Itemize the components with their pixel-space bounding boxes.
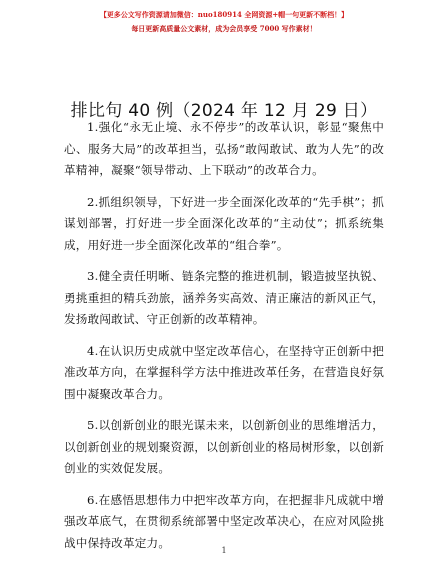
paragraph-3: 3.健全责任明晰、链条完整的推进机制，锻造披坚执锐、勇挑重担的精兵劲旅，涵养务实高效、清正廉洁的新风正气，发扬敢闯敢试、守正创新的改革精神。 bbox=[64, 269, 384, 326]
paragraph-1: 1.强化“永无止境、永不停步”的改革认识，彰显“聚焦中心、服务大局”的改革担当，弘扬“敢闯敢试、敢为人先”的改革精神，凝聚“领导带动、上下联动”的改革合力。 bbox=[64, 120, 384, 177]
page-number: 1 bbox=[221, 546, 227, 555]
document-title: 排比句 40 例（2024 年 12 月 29 日） bbox=[70, 101, 378, 122]
paragraph-5: 5.以创新创业的眼光谋未来，以创新创业的思维增活力，以创新创业的规划聚资源，以创新创业的格局树形象，以创新创业的实效促发展。 bbox=[64, 418, 384, 475]
paragraph-6: 6.在感悟思想伟力中把牢改革方向，在把握非凡成就中增强改革底气，在贯彻系统部署中坚定改革决心，在应对风险挑战中保持改革定力。 bbox=[64, 492, 384, 550]
header-promo-line-2: 每日更新高质量公文素材，成为会员享受 7000 写作素材！ bbox=[131, 24, 317, 33]
paragraph-2: 2.抓组织领导，下好进一步全面深化改革的“先手棋”；抓谋划部署，打好进一步全面深化改革的“主动仗”；抓系统集成，用好进一步全面深化改革的“组合拳”。 bbox=[64, 194, 384, 252]
document-body bbox=[64, 117, 384, 564]
header-promo-line-1: 【更多公文写作资源请加微信：nuo180914 全网资源+帽一句更新不断档！】 bbox=[99, 10, 349, 19]
paragraph-4: 4.在认识历史成就中坚定改革信心，在坚持守正创新中把准改革方向，在掌握科学方法中推进改革任务，在营造良好氛围中凝聚改革合力。 bbox=[64, 343, 384, 401]
